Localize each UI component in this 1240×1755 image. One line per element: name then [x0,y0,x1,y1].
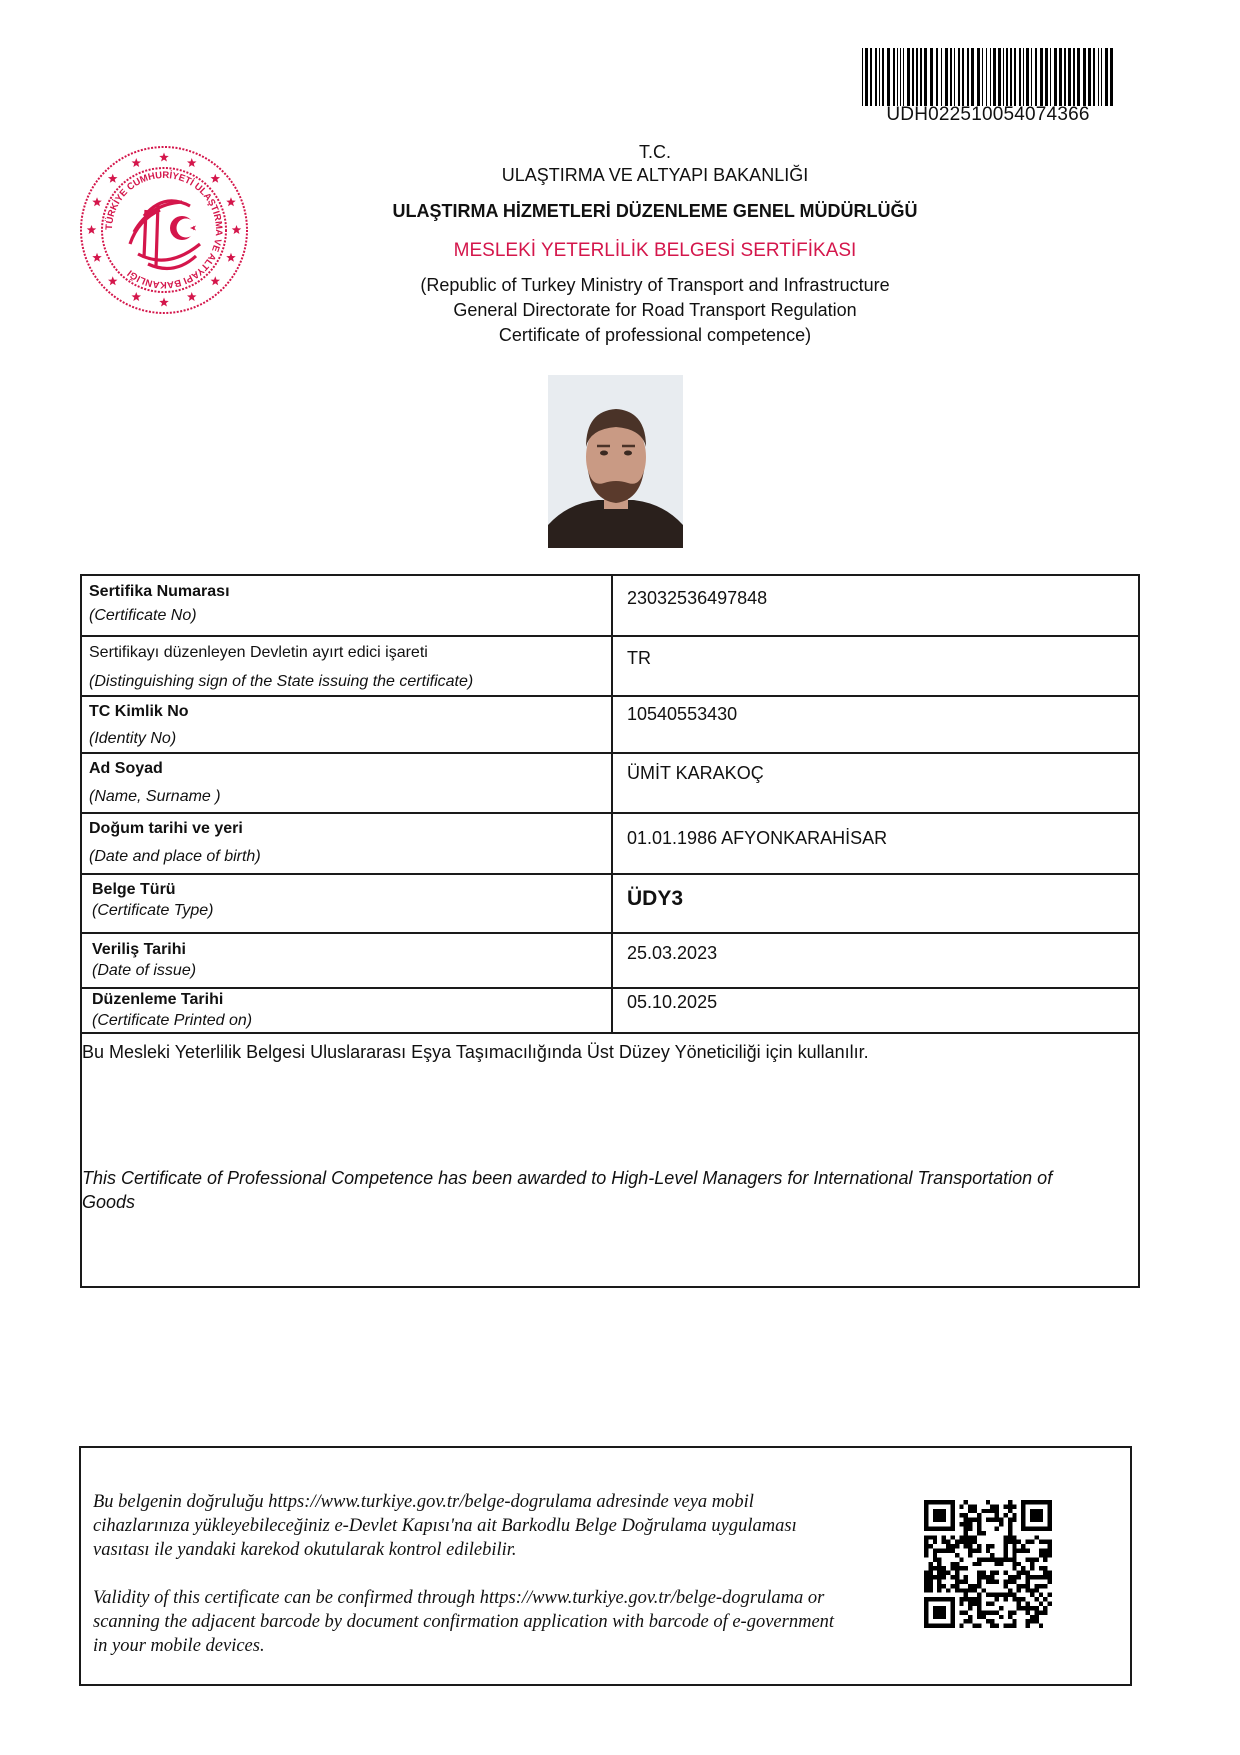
barcode-bar [1035,48,1037,106]
barcode-bar [941,48,942,106]
barcode-bar [1010,48,1012,106]
field-label-tr: Sertifikayı düzenleyen Devletin ayırt edici işareti [89,644,428,661]
barcode-bar [1105,48,1108,106]
barcode-bar [1050,48,1051,106]
barcode-bar [1040,48,1043,106]
barcode-bar [1059,48,1062,106]
barcode-bar [990,48,991,106]
verification-text-en: Validity of this certificate can be confirmed through https://www.turkiye.gov.tr/belge-dogrulama or scanning the adjacent barcode by document confirmation application with barcode of e-government in your mobile devices. [93,1588,835,1656]
field-label-tr: Belge Türü [92,881,176,898]
ministry-seal-icon [78,144,250,316]
barcode-bar [986,48,987,106]
barcode-bar [1006,48,1008,106]
barcode-bar [924,48,927,106]
field-label-tr: Ad Soyad [89,760,163,777]
field-value-name: ÜMİT KARAKOÇ [627,763,764,783]
field-label-en: (Identity No) [89,730,177,747]
qr-code-icon[interactable] [924,1500,1052,1628]
barcode-bar [1083,48,1086,106]
barcode-bar [1110,48,1113,106]
field-label-tr: Veriliş Tarihi [92,941,186,958]
field-value-printed-date: 05.10.2025 [627,992,718,1012]
field-label-en: (Certificate Type) [92,902,214,919]
field-label-en: (Certificate No) [89,607,197,624]
barcode-bar [870,48,872,106]
header-english-line: General Directorate for Road Transport Regulation [453,300,857,320]
barcode-bar [897,48,898,106]
barcode-icon [862,48,1114,106]
seal-star [108,276,118,285]
seal-star [226,197,236,206]
header-tc: T.C. [638,142,671,162]
field-label-tr: TC Kimlik No [89,703,189,720]
barcode-bar [936,48,938,106]
barcode-bar [1077,48,1080,106]
field-row-printed-date [82,989,1138,1034]
barcode-bar [945,48,948,106]
certificate-details-box [80,574,1140,1288]
seal-star [92,197,102,206]
barcode-bar [930,48,933,106]
seal-star [226,253,236,262]
seal-star [132,292,142,301]
field-row-identity-no [82,697,1138,754]
usage-note-tr: Bu Mesleki Yeterlilik Belgesi Uluslararası Eşya Taşımacılığında Üst Düzey Yöneticiliği için kullanılır. [82,1042,869,1062]
barcode-bar [1054,48,1057,106]
field-label-tr: Doğum tarihi ve yeri [89,820,243,837]
header-english-line: (Republic of Turkey Ministry of Transport and Infrastructure [420,275,890,295]
seal-star [211,276,221,285]
seal-star [211,174,221,183]
barcode-bar [958,48,960,106]
barcode-bar [971,48,974,106]
barcode-bar [900,48,901,106]
barcode-bar [1003,48,1004,106]
field-value-birth: 01.01.1986 AFYONKARAHİSAR [627,828,888,848]
field-label-tr: Sertifika Numarası [89,583,230,600]
seal-star [187,158,197,167]
barcode-bar [1098,48,1099,106]
holder-photo [548,375,683,548]
field-value-certificate-no: 23032536497848 [627,588,768,608]
barcode-bar [962,48,964,106]
barcode-bar [887,48,890,106]
field-row-issuing-state [82,637,1138,697]
field-row-certificate-no [82,576,1138,637]
field-value-certificate-type: ÜDY3 [627,887,684,910]
seal-star [159,298,169,307]
certificate-title: MESLEKİ YETERLİLİK BELGESİ SERTİFİKASI [453,240,857,261]
seal-star [92,253,102,262]
field-value-identity-no: 10540553430 [627,704,738,724]
field-label-tr: Düzenleme Tarihi [92,991,224,1008]
field-label-en: (Name, Surname ) [89,788,221,805]
barcode-bar [865,48,868,106]
field-label-en: (Certificate Printed on) [92,1012,253,1029]
barcode-bar [950,48,952,106]
field-value-issue-date: 25.03.2023 [627,943,718,963]
barcode-bar [1101,48,1102,106]
seal-ring-text: TÜRKİYE CUMHURİYETİ ULAŞTIRMA VE ALTYAPI BAKANLIĞI [103,169,225,291]
barcode-bar [1045,48,1048,106]
field-row-certificate-type [82,875,1138,934]
barcode-bar [1026,48,1029,106]
barcode-bar [1064,48,1066,106]
barcode-bar [1023,48,1024,106]
barcode-bar [977,48,980,106]
svg-text:TÜRKİYE CUMHURİYETİ ULAŞTIRMA [104,170,224,290]
barcode-bar [993,48,996,106]
seal-star [132,158,142,167]
barcode-bar [907,48,910,106]
field-label-en: (Date and place of birth) [89,848,261,865]
seal-star [87,225,97,234]
seal-star [159,153,169,162]
barcode-bar [1088,48,1091,106]
barcode-bar [1014,48,1016,106]
barcode-bar [982,48,983,106]
barcode-bar [920,48,922,106]
barcode-bar [916,48,918,106]
barcode-bar [875,48,877,106]
barcode-bar [879,48,880,106]
barcode-bar [954,48,955,106]
barcode-bar [882,48,884,106]
barcode-bar [1073,48,1075,106]
barcode-bar [1068,48,1071,106]
barcode-bar [1019,48,1021,106]
usage-note-en: This Certificate of Professional Competence has been awarded to High-Level Managers for International Transportation of Goods [82,1168,1053,1212]
barcode-bar [903,48,904,106]
barcode-bar [967,48,969,106]
barcode-bar [998,48,1001,106]
field-label-en: (Distinguishing sign of the State issuing the certificate) [89,673,474,690]
barcode-number: UDH022510054074366 [886,104,1090,125]
barcode-bar [1031,48,1032,106]
seal-star [187,292,197,301]
seal-star [232,225,242,234]
header-english-line: Certificate of professional competence) [498,325,812,345]
field-row-issue-date [82,934,1138,989]
field-value-issuing-state: TR [627,648,651,668]
header-directorate: ULAŞTIRMA HİZMETLERİ DÜZENLEME GENEL MÜDÜRLÜĞÜ [392,201,918,221]
field-label-en: (Date of issue) [92,962,197,979]
barcode-bar [1093,48,1095,106]
barcode-bar [893,48,895,106]
barcode-bar [912,48,914,106]
field-row-birth [82,814,1138,875]
header-ministry: ULAŞTIRMA VE ALTYAPI BAKANLIĞI [501,165,809,185]
seal-star [108,174,118,183]
barcode-bar [862,48,863,106]
field-row-name [82,754,1138,814]
verification-text-tr: Bu belgenin doğruluğu https://www.turkiye.gov.tr/belge-dogrulama adresinde veya mobil cihazlarınıza yükleyebileceğiniz e-Devlet Kapısı'na ait Barkodlu Belge Doğrulama uygulaması vasıtası ile yandaki karekod okutularak kontrol edilebilir. [93,1492,797,1560]
